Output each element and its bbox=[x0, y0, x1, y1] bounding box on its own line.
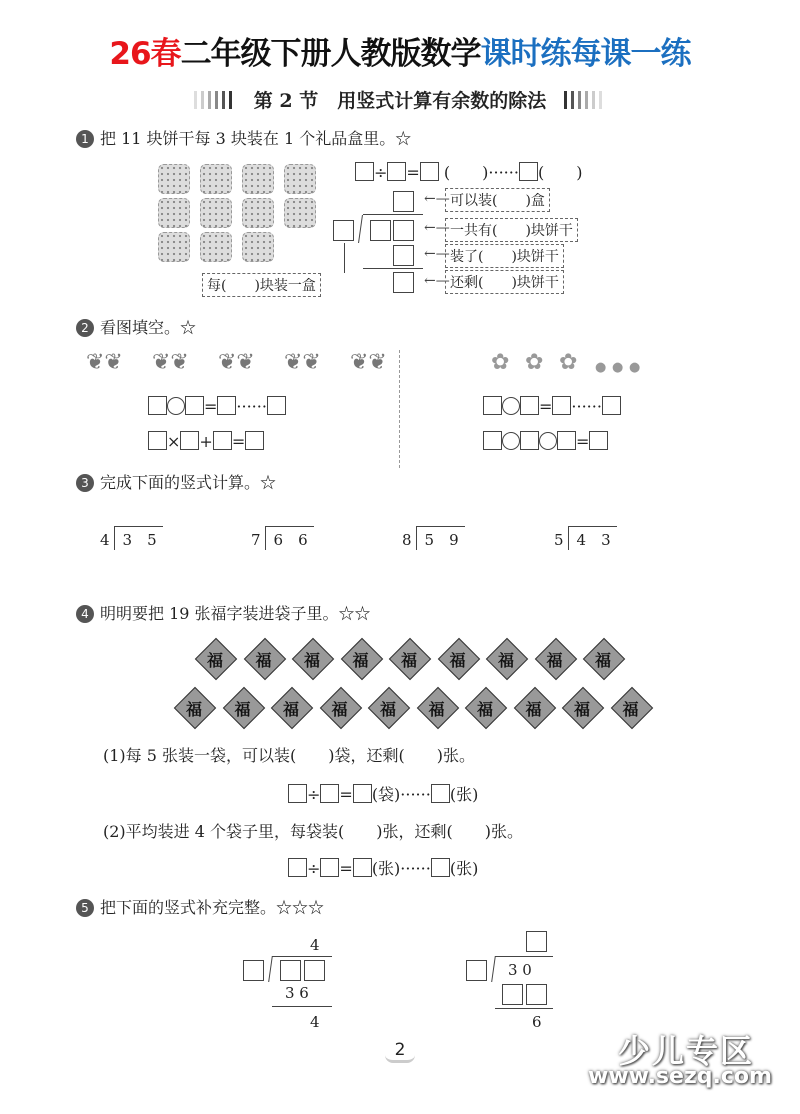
fu-character: 福 bbox=[400, 651, 417, 670]
fu-character: 福 bbox=[622, 700, 639, 719]
division-problem bbox=[251, 526, 314, 550]
q4-part2-eq: ÷ = (张)······ (张) bbox=[288, 856, 478, 879]
dividend: 4 3 bbox=[568, 526, 617, 550]
divisor: 5 bbox=[554, 531, 564, 549]
left-dividend-box[interactable] bbox=[280, 960, 301, 981]
right-quotient-box[interactable] bbox=[526, 931, 547, 952]
dividend: 5 9 bbox=[416, 526, 465, 550]
fu-character: 福 bbox=[282, 700, 299, 719]
question-2-header: 2 看图填空。☆ bbox=[76, 315, 196, 338]
divisor: 8 bbox=[402, 531, 412, 549]
seed-icon: ● bbox=[595, 360, 607, 375]
q4-part1-eq: ÷ = (袋)······ (张) bbox=[288, 782, 478, 805]
right-product-box[interactable] bbox=[502, 984, 523, 1005]
fu-character: 福 bbox=[255, 651, 272, 670]
worksheet-page: 26春二年级下册人教版数学课时练每课一练 第 2 节 用竖式计算有余数的除法 1 把 11 块饼干每 3 块装在 1 个礼品盒里。☆ ÷ = ( )······ ( ) ←— ←— ←— ←— 可以装( )盒 一共有( )块饼干 装了( )块饼干 还剩( )块饼干 每( )块装一盒 2 看图填空。☆ ❦❦ ❦❦ ❦❦ ❦❦ ❦❦ ✿ ✿ ✿ ● ● ● = ······ × + = = ······ = 3 完成下面的竖式计算。☆ 4 3 5 7 6 6 8 5 9 5 4 3 4 明明要把 19 张福字装进袋子里。☆☆ 福 福 福 福 福 福 福 福 福 福 福 福 福 福 福 福 福 福 福 (1)每 5 张装一袋，可以装( )袋，还剩( )张。 ÷ = (袋)······ (张) (2)平均装进 4 个袋子里，每袋装( )张，还剩( )张。 ÷ = (张)······ (张) 5 把下面的竖式补充完整。☆☆☆ 4 3 6 4 3 0 6 2 少儿专区 www.sezq.com bbox=[0, 0, 800, 1114]
product-box[interactable] bbox=[393, 245, 414, 266]
division-problem bbox=[402, 526, 465, 550]
left-dividend-box[interactable] bbox=[304, 960, 325, 981]
fu-character: 福 bbox=[234, 700, 251, 719]
label-boxes: 可以装( )盒 bbox=[445, 188, 550, 212]
fu-character: 福 bbox=[497, 651, 514, 670]
right-product-box[interactable] bbox=[526, 984, 547, 1005]
section-heading: 第 2 节 用竖式计算有余数的除法 bbox=[0, 86, 800, 114]
cookie-icon bbox=[158, 164, 190, 194]
fu-character: 福 bbox=[476, 700, 493, 719]
page-title: 26春二年级下册人教版数学课时练每课一练 bbox=[109, 36, 691, 72]
division-problem bbox=[100, 526, 163, 550]
cookie-icon bbox=[242, 198, 274, 228]
cookie-icon bbox=[284, 164, 316, 194]
cookie-icon bbox=[158, 198, 190, 228]
fu-character: 福 bbox=[331, 700, 348, 719]
cookie-icon bbox=[284, 198, 316, 228]
fu-character: 福 bbox=[573, 700, 590, 719]
question-5-header: 5 把下面的竖式补充完整。☆☆☆ bbox=[76, 895, 324, 918]
fu-character: 福 bbox=[379, 700, 396, 719]
division-problem bbox=[554, 526, 617, 550]
flower-icon: ✿ bbox=[559, 350, 578, 375]
q4-part1: (1)每 5 张装一袋，可以装( )袋，还剩( )张。 bbox=[103, 746, 475, 765]
cookie-icon bbox=[242, 232, 274, 262]
dividend: 6 6 bbox=[265, 526, 314, 550]
seed-icon: ● bbox=[629, 360, 641, 375]
flower-icon: ✿ bbox=[491, 350, 510, 375]
label-per-box: 每( )块装一盒 bbox=[202, 273, 321, 297]
fu-character: 福 bbox=[594, 651, 611, 670]
question-3-header: 3 完成下面的竖式计算。☆ bbox=[76, 470, 276, 493]
watermark-name: 少儿专区 bbox=[618, 1032, 755, 1070]
left-remainder: 4 bbox=[310, 1013, 320, 1031]
leaf-pair-icon: ❦❦ bbox=[218, 350, 255, 375]
dividend-box-ones[interactable] bbox=[393, 220, 414, 241]
divisor: 7 bbox=[251, 531, 261, 549]
divisor-box[interactable] bbox=[333, 220, 354, 241]
q2-left-eq2: × + = bbox=[148, 431, 264, 451]
left-product: 3 6 bbox=[285, 984, 309, 1002]
fu-character: 福 bbox=[206, 651, 223, 670]
right-divisor-box[interactable] bbox=[466, 960, 487, 981]
cookie-icon bbox=[200, 232, 232, 262]
fu-character: 福 bbox=[525, 700, 542, 719]
cookie-icon bbox=[200, 198, 232, 228]
page-number: 2 bbox=[385, 1040, 415, 1063]
q2-right-eq1: = ······ bbox=[483, 396, 621, 416]
left-quotient: 4 bbox=[310, 936, 320, 954]
divider bbox=[399, 350, 400, 468]
label-packed: 装了( )块饼干 bbox=[445, 244, 564, 268]
cookie-icon bbox=[242, 164, 274, 194]
divisor: 4 bbox=[100, 531, 110, 549]
question-4-header: 4 明明要把 19 张福字装进袋子里。☆☆ bbox=[76, 601, 371, 624]
label-left: 还剩( )块饼干 bbox=[445, 270, 564, 294]
q2-left-eq1: = ······ bbox=[148, 396, 286, 416]
q2-right-eq2: = bbox=[483, 431, 608, 451]
leaf-pair-icon: ❦❦ bbox=[284, 350, 321, 375]
fu-character: 福 bbox=[185, 700, 202, 719]
quotient-box[interactable] bbox=[393, 191, 414, 212]
leaf-pair-icon: ❦❦ bbox=[86, 350, 123, 375]
left-divisor-box[interactable] bbox=[243, 960, 264, 981]
right-remainder: 6 bbox=[532, 1013, 542, 1031]
leaf-pair-icon: ❦❦ bbox=[152, 350, 189, 375]
seed-icon: ● bbox=[612, 360, 624, 375]
watermark-url: www.sezq.com bbox=[588, 1064, 772, 1089]
fu-character: 福 bbox=[428, 700, 445, 719]
right-dividend: 3 0 bbox=[508, 961, 532, 979]
dividend: 3 5 bbox=[114, 526, 163, 550]
cookie-icon bbox=[200, 164, 232, 194]
fu-character: 福 bbox=[352, 651, 369, 670]
fu-character: 福 bbox=[449, 651, 466, 670]
fu-character: 福 bbox=[546, 651, 563, 670]
q1-equation: ÷ = ( )······ ( ) bbox=[355, 160, 582, 183]
leaf-pair-icon: ❦❦ bbox=[350, 350, 387, 375]
cookie-icon bbox=[158, 232, 190, 262]
q4-part2: (2)平均装进 4 个袋子里，每袋装( )张，还剩( )张。 bbox=[103, 822, 523, 841]
dividend-box-tens[interactable] bbox=[370, 220, 391, 241]
remainder-box[interactable] bbox=[393, 272, 414, 293]
decor-bars bbox=[564, 91, 606, 114]
question-1-header: 1 把 11 块饼干每 3 块装在 1 个礼品盒里。☆ bbox=[76, 126, 411, 149]
fu-character: 福 bbox=[303, 651, 320, 670]
label-total: 一共有( )块饼干 bbox=[445, 218, 578, 242]
flower-icon: ✿ bbox=[525, 350, 544, 375]
decor-bars bbox=[194, 91, 236, 114]
